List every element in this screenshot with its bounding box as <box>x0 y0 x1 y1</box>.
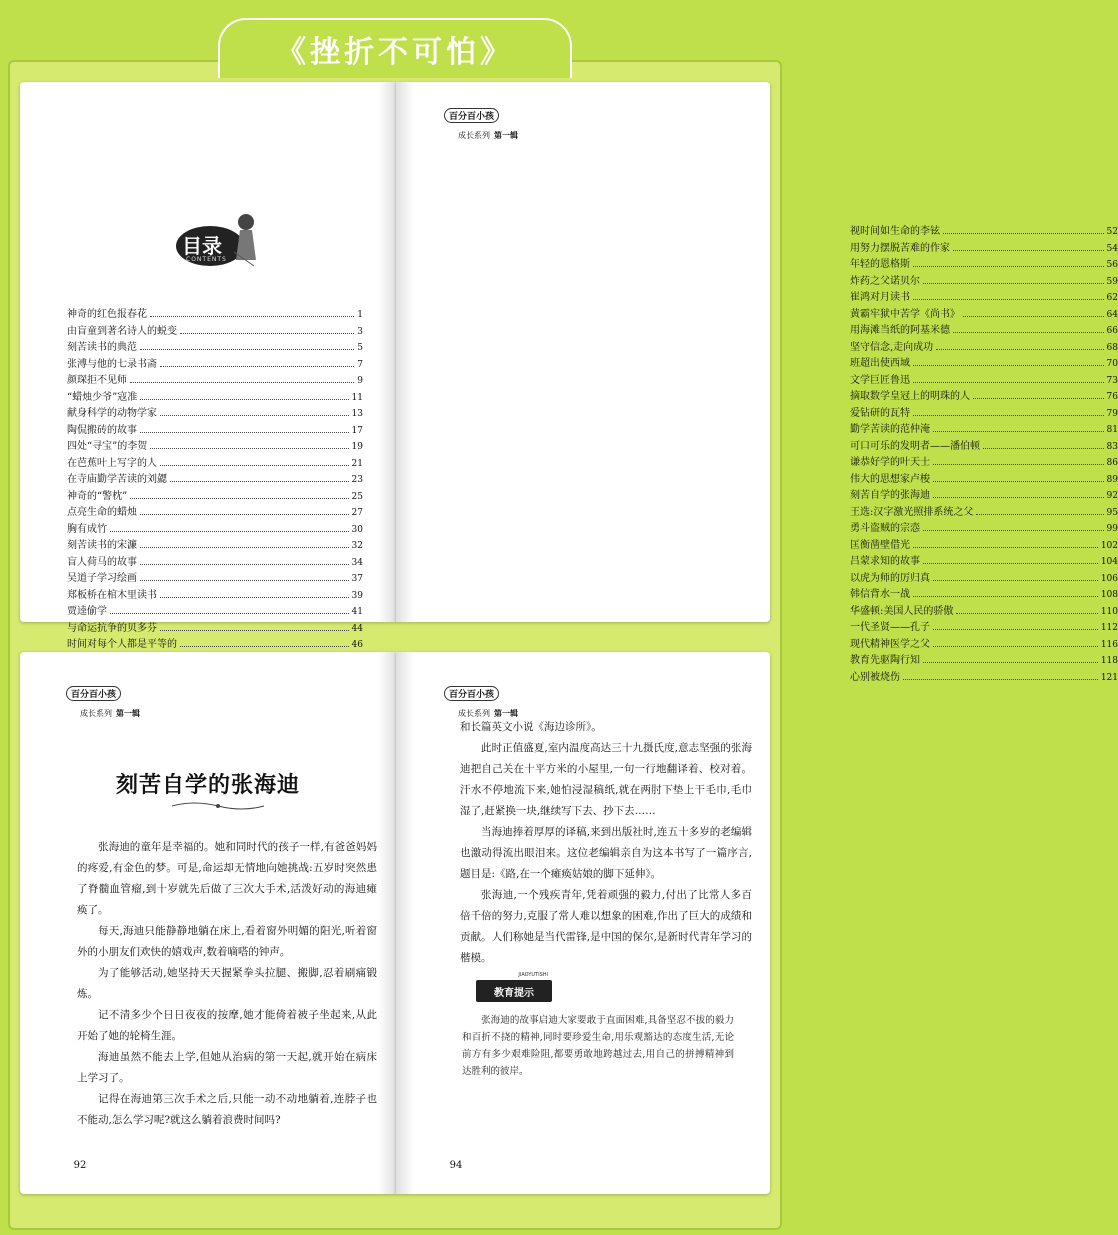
toc-entry-page: 11 <box>351 392 363 403</box>
toc-entry-title: 与命运抗争的贝多芬 <box>67 622 157 634</box>
toc-leader <box>140 557 349 565</box>
toc-leader <box>933 474 1104 482</box>
title-tab <box>218 18 572 78</box>
toc-entry-page: 116 <box>1100 639 1118 650</box>
toc-entry-title: 崔鸿对月读书 <box>850 292 910 303</box>
toc-entry[interactable] <box>67 489 363 506</box>
toc-leader <box>923 655 1098 663</box>
toc-entry-title: 伟大的思想家卢梭 <box>850 473 930 485</box>
series-header <box>444 682 644 718</box>
toc-entry-title: 胸有成竹 <box>67 523 107 535</box>
toc-entry[interactable] <box>67 423 363 440</box>
toc-entry-title: 勇斗盗贼的宗悫 <box>850 523 920 534</box>
toc-entry-title: 王选:汉字激光照排系统之父 <box>850 506 974 518</box>
toc-leader <box>913 358 1104 366</box>
toc-entry-page: 92 <box>1106 491 1118 501</box>
article-paragraph: 记不清多少个日日夜夜的按摩,她才能倚着被子坐起来,从此开始了她的轮椅生涯。 <box>77 1009 377 1042</box>
toc-entry-title: 郑板桥在棺木里读书 <box>67 589 157 601</box>
toc-leader <box>983 441 1104 449</box>
toc-leader <box>933 424 1104 432</box>
toc-entry[interactable] <box>67 357 363 374</box>
toc-entry[interactable] <box>850 505 1118 522</box>
toc-entry-title: 视时间如生命的李铉 <box>850 226 940 237</box>
toc-entry[interactable] <box>850 389 1118 406</box>
toc-entry-title: 一代圣贤——孔子 <box>850 622 930 633</box>
toc-entry[interactable] <box>850 571 1118 588</box>
article-page-right <box>396 652 770 1194</box>
toc-entry[interactable] <box>850 274 1118 291</box>
toc-entry-page: 81 <box>1106 425 1118 435</box>
edu-tip-small: JIAOYUTISHI <box>518 972 548 978</box>
toc-entry-title: 刻苦读书的宋濂 <box>67 540 137 551</box>
toc-entry[interactable] <box>850 455 1118 472</box>
toc-entry-title: 摘取数学皇冠上的明珠的人 <box>850 391 970 402</box>
toc-entry-title: 颜琛拒不见师 <box>67 375 127 386</box>
toc-entry-title: 张溥与他的七录书斋 <box>67 358 157 370</box>
toc-entry-page: 59 <box>1106 276 1118 287</box>
article-body-left <box>77 837 377 1131</box>
toc-entry-page: 108 <box>1100 590 1118 600</box>
toc-entry-page: 1 <box>357 310 363 320</box>
toc-entry-title: 现代精神医学之父 <box>850 638 930 650</box>
toc-leader <box>160 458 349 466</box>
toc-leader <box>913 589 1098 597</box>
toc-leader <box>110 606 349 614</box>
toc-entry[interactable] <box>850 670 1118 687</box>
toc-entry-page: 25 <box>351 491 363 502</box>
series-name: 百分百小孩 <box>444 108 499 123</box>
toc-entry-page: 95 <box>1106 507 1118 518</box>
toc-leader <box>953 243 1104 251</box>
article-paragraph: 记得在海迪第三次手术之后,只能一动不动地躺着,连脖子也不能动,怎么学习呢?就这么躺着浪费时间吗? <box>77 1093 377 1126</box>
book-title: 《挫折不可怕》 <box>276 35 514 70</box>
article-paragraph: 张海迪的童年是幸福的。她和同时代的孩子一样,有爸爸妈妈的疼爱,有金色的梦。可是,命运却无情地向她挑战:五岁时突然患了脊髓血管瘤,到十岁就先后做了三次大手术,活泼好动的海迪瘫痪了。 <box>77 841 377 916</box>
article-paragraph: 为了能够活动,她坚持天天握紧拳头拉腿、搬脚,忍着刷痛锻炼。 <box>77 967 377 1000</box>
toc-leader <box>140 573 349 581</box>
toc-entry[interactable] <box>850 356 1118 373</box>
toc-entry-title: 神奇的红色报春花 <box>67 309 147 320</box>
toc-entry[interactable] <box>850 373 1118 390</box>
toc-entry[interactable] <box>850 307 1118 324</box>
toc-entry-page: 76 <box>1106 392 1118 402</box>
toc-entry-title: 文学巨匠鲁迅 <box>850 374 910 386</box>
toc-entry[interactable] <box>850 637 1118 654</box>
series-volume: 第一辑 <box>494 709 518 718</box>
toc-entry-title: 教育先驱陶行知 <box>850 655 920 666</box>
toc-entry[interactable] <box>850 257 1118 274</box>
series-name: 百分百小孩 <box>66 686 121 701</box>
toc-entry-page: 46 <box>351 640 363 650</box>
toc-entry[interactable] <box>67 373 363 390</box>
toc-entry-page: 9 <box>357 376 363 386</box>
article-body-right <box>460 717 752 969</box>
toc-entry[interactable] <box>67 522 363 539</box>
toc-leader <box>913 540 1098 548</box>
toc-leader <box>973 391 1104 399</box>
toc-entry-title: 谦恭好学的叶天士 <box>850 457 930 468</box>
series-header <box>444 104 644 140</box>
toc-entry[interactable] <box>850 472 1118 489</box>
toc-entry[interactable] <box>850 653 1118 670</box>
toc-entry[interactable] <box>850 554 1118 571</box>
toc-entry-title: 四处“寻宝”的李贺 <box>67 441 148 452</box>
series-sub: 成长系列 <box>80 709 112 718</box>
toc-entry-title: 陶侃搬砖的故事 <box>67 424 137 436</box>
toc-entry[interactable] <box>67 588 363 605</box>
toc-entry[interactable] <box>67 571 363 588</box>
toc-entry-page: 121 <box>1100 672 1118 683</box>
toc-entry-page: 34 <box>351 557 363 568</box>
series-volume: 第一辑 <box>116 709 140 718</box>
toc-leader <box>953 325 1104 333</box>
article-page-left <box>20 652 396 1194</box>
toc-entry-title: 刻苦读书的典范 <box>67 342 137 353</box>
article-paragraph: 每天,海迪只能静静地躺在床上,看着窗外明媚的阳光,听着窗外的小朋友们欢快的嬉戏声,数着嘀嗒的钟声。 <box>77 925 377 958</box>
toc-entry-page: 13 <box>351 409 363 419</box>
toc-entry-title: 华盛顿:美国人民的骄傲 <box>850 605 954 617</box>
toc-entry-title: 在芭蕉叶上写字的人 <box>67 457 157 469</box>
toc-entry-page: 118 <box>1100 656 1118 666</box>
toc-leader <box>923 523 1104 531</box>
toc-entry-title: 点亮生命的蜡烛 <box>67 507 137 518</box>
toc-entry-page: 104 <box>1100 557 1118 567</box>
toc-leader <box>170 474 349 482</box>
toc-leader <box>140 425 349 433</box>
toc-entry-page: 106 <box>1100 573 1118 584</box>
toc-entry-title: 用海滩当纸的阿基米德 <box>850 325 950 336</box>
toc-leader <box>933 639 1098 647</box>
edu-tip-label: 教育提示 <box>494 987 534 999</box>
toc-entry[interactable] <box>850 290 1118 307</box>
toc-entry-title: 心别被烧伤 <box>850 671 900 683</box>
article-paragraph: 当海迪捧着厚厚的译稿,来到出版社时,连五十多岁的老编辑也激动得流出眼泪来。这位老编辑亲自为这本书写了一篇序言,题目是:《路,在一个瘫痪姑娘的脚下延伸》。 <box>460 826 752 880</box>
toc-entry[interactable] <box>850 620 1118 637</box>
toc-entry-page: 99 <box>1106 524 1118 534</box>
toc-entry-page: 19 <box>351 442 363 452</box>
toc-entry-title: 坚守信念,走向成功 <box>850 341 934 353</box>
toc-entry[interactable] <box>67 505 363 522</box>
toc-entry[interactable] <box>850 587 1118 604</box>
toc-entry-page: 17 <box>351 425 363 436</box>
toc-entry-page: 27 <box>351 508 363 518</box>
toc-entry[interactable] <box>67 324 363 341</box>
toc-entry[interactable] <box>850 323 1118 340</box>
toc-page-right <box>396 82 1118 683</box>
toc-leader <box>933 622 1098 630</box>
toc-entry-title: 神奇的“警枕” <box>67 490 128 502</box>
toc-entry-title: 可口可乐的发明者——潘伯顿 <box>850 440 980 452</box>
toc-leader <box>130 375 354 383</box>
toc-entry-page: 3 <box>357 326 363 337</box>
toc-entry-page: 21 <box>351 458 363 469</box>
toc-entry-page: 64 <box>1106 309 1118 320</box>
toc-leader <box>943 226 1104 234</box>
toc-leader <box>923 276 1104 284</box>
toc-entry-title: 吕蒙求知的故事 <box>850 556 920 567</box>
edu-tip-badge <box>476 972 552 1002</box>
toc-entry-title: 吴道子学习绘画 <box>67 573 137 584</box>
toc-leader <box>140 507 349 515</box>
toc-entry[interactable] <box>850 406 1118 423</box>
toc-entry-page: 89 <box>1106 474 1118 485</box>
toc-entry[interactable] <box>67 390 363 407</box>
toc-entry-title: 年轻的恩格斯 <box>850 259 910 270</box>
toc-entry-title: 献身科学的动物学家 <box>67 408 157 419</box>
toc-entry-title: 在寺庙勤学苦读的刘勰 <box>67 474 167 485</box>
toc-entry-page: 73 <box>1106 375 1118 386</box>
toc-leader <box>160 590 349 598</box>
toc-entry-title: 用努力摆脱苦难的作家 <box>850 242 950 254</box>
toc-list-left <box>67 307 363 687</box>
toc-entry-page: 23 <box>351 475 363 485</box>
toc-entry[interactable] <box>67 307 363 324</box>
toc-entry[interactable] <box>67 406 363 423</box>
toc-entry[interactable] <box>67 472 363 489</box>
article-paragraph: 和长篇英文小说《海边诊所》。 <box>460 721 602 733</box>
toc-entry-page: 39 <box>351 590 363 601</box>
toc-entry-page: 54 <box>1106 243 1118 254</box>
toc-entry[interactable] <box>850 521 1118 538</box>
article-paragraph: 张海迪,一个残疾青年,凭着顽强的毅力,付出了比常人多百倍千倍的努力,克服了常人难以想象的困难,作出了巨大的成绩和贡献。人们称她是当代雷锋,是中国的保尔,是新时代青年学习的楷模。 <box>460 889 752 964</box>
page-number: 94 <box>449 1159 463 1171</box>
toc-entry-page: 7 <box>357 359 363 370</box>
toc-entry[interactable] <box>850 488 1118 505</box>
toc-entry-page: 62 <box>1106 293 1118 303</box>
toc-entry[interactable] <box>67 604 363 621</box>
series-header <box>66 682 266 718</box>
toc-leader <box>963 309 1104 317</box>
toc-leader <box>936 342 1103 350</box>
series-name: 百分百小孩 <box>444 686 499 701</box>
toc-entry-page: 32 <box>351 541 363 551</box>
toc-leader <box>160 359 354 367</box>
toc-entry-title: “蜡烛少爷”寇准 <box>67 391 138 403</box>
toc-entry-page: 66 <box>1106 326 1118 336</box>
toc-entry-page: 5 <box>357 343 363 353</box>
toc-entry-title: 韩信背水一战 <box>850 589 910 600</box>
toc-entry-title: 匡衡凿壁借光 <box>850 539 910 551</box>
toc-entry-page: 86 <box>1106 458 1118 468</box>
series-sub: 成长系列 <box>458 709 490 718</box>
toc-entry-title: 爱钻研的瓦特 <box>850 407 910 419</box>
toc-leader <box>160 623 349 631</box>
toc-entry-page: 41 <box>351 607 363 617</box>
flourish-icon <box>170 800 266 812</box>
toc-entry-title: 勤学苦读的范仲淹 <box>850 424 930 435</box>
toc-entry[interactable] <box>67 621 363 638</box>
toc-leader <box>933 457 1104 465</box>
article-title: 刻苦自学的张海迪 <box>115 773 300 798</box>
toc-leader <box>150 309 354 317</box>
toc-entry[interactable] <box>850 241 1118 258</box>
toc-leader <box>160 408 349 416</box>
toc-leader <box>150 441 348 449</box>
toc-entry[interactable] <box>67 538 363 555</box>
toc-leader <box>976 507 1103 515</box>
toc-list-right <box>850 224 1118 686</box>
toc-entry[interactable] <box>850 340 1118 357</box>
toc-entry[interactable] <box>850 538 1118 555</box>
toc-leader <box>913 375 1104 383</box>
toc-leader <box>110 524 349 532</box>
toc-leader <box>923 556 1098 564</box>
toc-leader <box>180 639 349 647</box>
toc-leader <box>903 672 1098 680</box>
toc-leader <box>933 490 1104 498</box>
toc-entry-page: 83 <box>1106 441 1118 452</box>
toc-entry[interactable] <box>67 439 363 456</box>
toc-entry[interactable] <box>67 456 363 473</box>
toc-entry-title: 以虎为师的厉归真 <box>850 572 930 584</box>
series-sub: 成长系列 <box>458 131 490 140</box>
toc-entry-title: 盲人荷马的故事 <box>67 556 137 568</box>
toc-leader <box>933 573 1098 581</box>
toc-page-left <box>20 82 396 650</box>
toc-entry-page: 68 <box>1106 342 1118 353</box>
toc-entry-title: 炸药之父诺贝尔 <box>850 275 920 287</box>
toc-entry-page: 102 <box>1100 540 1118 551</box>
toc-leader <box>140 392 348 400</box>
toc-leader <box>140 342 354 350</box>
toc-entry-title: 刻苦自学的张海迪 <box>850 490 930 501</box>
toc-entry-page: 112 <box>1100 623 1118 633</box>
contents-badge-en: CONTENTS <box>186 256 227 263</box>
toc-entry[interactable] <box>850 439 1118 456</box>
toc-entry-title: 时间对每个人都是平等的 <box>67 639 177 650</box>
toc-entry[interactable] <box>850 422 1118 439</box>
series-volume: 第一辑 <box>494 131 518 140</box>
toc-entry-title: 贾逵偷学 <box>67 606 107 617</box>
toc-leader <box>956 606 1097 614</box>
contents-badge-label: 目录 <box>182 234 222 258</box>
article-paragraph: 海迪虽然不能去上学,但她从治病的第一天起,就开始在病床上学习了。 <box>77 1051 377 1084</box>
toc-entry-page: 44 <box>351 623 363 634</box>
toc-entry[interactable] <box>67 340 363 357</box>
toc-entry-page: 110 <box>1100 606 1118 617</box>
toc-leader <box>913 292 1104 300</box>
toc-entry[interactable] <box>850 604 1118 621</box>
toc-entry-page: 37 <box>351 574 363 584</box>
toc-leader <box>180 326 354 334</box>
toc-leader <box>913 259 1104 267</box>
toc-entry-page: 30 <box>351 524 363 535</box>
edu-tip-text: 张海迪的故事启迪大家要敢于直面困难,具备坚忍不拔的毅力和百折不挠的精神,同时要珍爱生命,用乐观豁达的态度生活,无论前方有多少艰难险阻,都要勇敢地跨越过去,用自己的拼搏精神到达胜利的彼岸。 <box>462 1015 734 1077</box>
toc-entry-page: 70 <box>1106 359 1118 369</box>
toc-entry[interactable] <box>67 555 363 572</box>
toc-entry-page: 52 <box>1106 227 1118 237</box>
toc-leader <box>140 540 349 548</box>
toc-entry-title: 黄霸牢狱中苦学《尚书》 <box>850 308 960 320</box>
toc-entry-page: 56 <box>1106 260 1118 270</box>
toc-entry-title: 由盲童到著名诗人的蜕变 <box>67 325 177 337</box>
toc-leader <box>130 491 348 499</box>
toc-entry-title: 班超出使西域 <box>850 358 910 369</box>
article-paragraph: 此时正值盛夏,室内温度高达三十九摄氏度,意志坚强的张海迪把自己关在十平方米的小屋里,一句一行地翻译着、校对着。汗水不停地流下来,她怕浸湿稿纸,就在两肘下垫上干毛巾,毛巾湿了,赶紧换一块,继续写下去、抄下去…… <box>460 742 752 817</box>
toc-leader <box>913 408 1104 416</box>
page-number: 92 <box>73 1159 87 1171</box>
toc-entry[interactable] <box>850 224 1118 241</box>
toc-entry-page: 79 <box>1106 408 1118 419</box>
